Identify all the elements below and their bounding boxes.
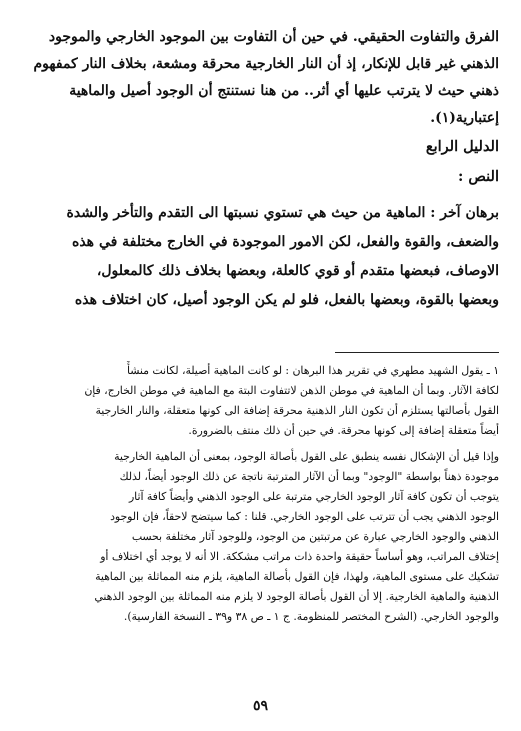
body-line: الفرق والتفاوت الحقيقي. في حين أن التفاوت بين الموجود الخارجي والموجود xyxy=(48,29,499,45)
footnote-line: ١ ـ يقول الشهيد مطهري في تقرير هذا البرهان : لو كانت الماهية أصيلة، لكانت منشأً xyxy=(126,364,499,377)
body-line: إعتبارية(١). xyxy=(430,110,499,126)
section-heading: الدليل الرابع xyxy=(425,138,499,155)
main-text xyxy=(22,24,499,314)
footnote-separator xyxy=(335,352,499,353)
footnote-line: يتوجب أن تكون كافة آثار الوجود الخارجي مترتبة على الوجود الذهني وأيضاً كافة آثار xyxy=(128,490,499,503)
footnote-line: القول بأصالتها يستلزم أن تكون النار الذهنية محرقة إضافة الى كونها متعقلة، والنار الخارجية xyxy=(95,404,499,417)
body-line: برهان آخر : الماهية من حيث هي تستوي نسبتها الى التقدم والتأخر والشدة xyxy=(66,205,499,221)
page-number: ٥٩ xyxy=(252,698,269,714)
body-line: والضعف، والقوة والفعل، لكن الامور الموجودة في الخارج مختلفة في هذه xyxy=(72,234,499,250)
footnotes xyxy=(24,361,499,627)
body-line: الاوصاف، فبعضها متقدم أو قوي كالعلة، وبعضها بخلاف ذلك كالمعلول، xyxy=(96,263,499,279)
body-line: وبعضها بالقوة، وبعضها بالفعل، فلو لم يكن الوجود أصيل، كان اختلاف هذه xyxy=(74,292,499,308)
spacer xyxy=(22,192,499,200)
footnote-line: أيضاً متعقلة إضافة إلى كونها محرقة. في حين أن ذلك منتف بالضرورة. xyxy=(188,424,499,437)
body-line: الذهني غير قابل للإنكار، إذ أن النار الخارجية محرقة ومشعة، بخلاف النار كمفهوم xyxy=(33,56,499,72)
footnote-line: وإذا قيل أن الإشكال نفسه ينطبق على القول بأصالة الوجود، بمعنى أن الماهية الخارجية xyxy=(114,450,499,463)
footnote-line: إختلاف المراتب، وهو أساساً حقيقة واحدة ذات مراتب مشككة. الا أنه لا يوجد أي اختلاف أو xyxy=(100,550,499,563)
footnote-line: الوجود الذهني يجب أن تترتب على الوجود الخارجي. قلنا : كما سيتضح لاحقاً، فإن الوجود xyxy=(110,510,499,523)
footnote-line: الذهني والوجود الخارجي عبارة عن مرتبتين من الوجود، وللوجود آثار مختلفة بحسب xyxy=(131,530,499,543)
footnote-line: لكافة الآثار. وبما أن الماهية في موطن الذهن لاتتفاوت البتة مع الماهية في موطن الخارج، فإن xyxy=(84,384,499,397)
body-line: ذهني حيث لا يترتب عليها أي أثر.. من هنا نستنتج أن الوجود أصيل والماهية xyxy=(69,83,499,99)
footnote-line: موجودة ذهناً بواسطة "الوجود" وبما أن الآثار المترتبة ناتجة عن ذلك الوجود أيضاً، لذلك xyxy=(119,470,499,483)
text-heading: النص : xyxy=(458,168,499,185)
footnote-line: الذهنية والماهية الخارجية. إلا أن القول بأصالة الوجود لا يلزم منه المماثلة بين الوجود الذهني xyxy=(94,590,499,603)
footnote-line: والوجود الخارجي. (الشرح المختصر للمنظومة. ج ١ ـ ص ٣٨ و٣٩ ـ النسخة الفارسية). xyxy=(123,610,499,623)
footnote-line: تشكيك على مستوى الماهية، ولهذا، فإن القول بأصالة الماهية، يلزم منه المماثلة بين الماهية xyxy=(95,570,499,583)
